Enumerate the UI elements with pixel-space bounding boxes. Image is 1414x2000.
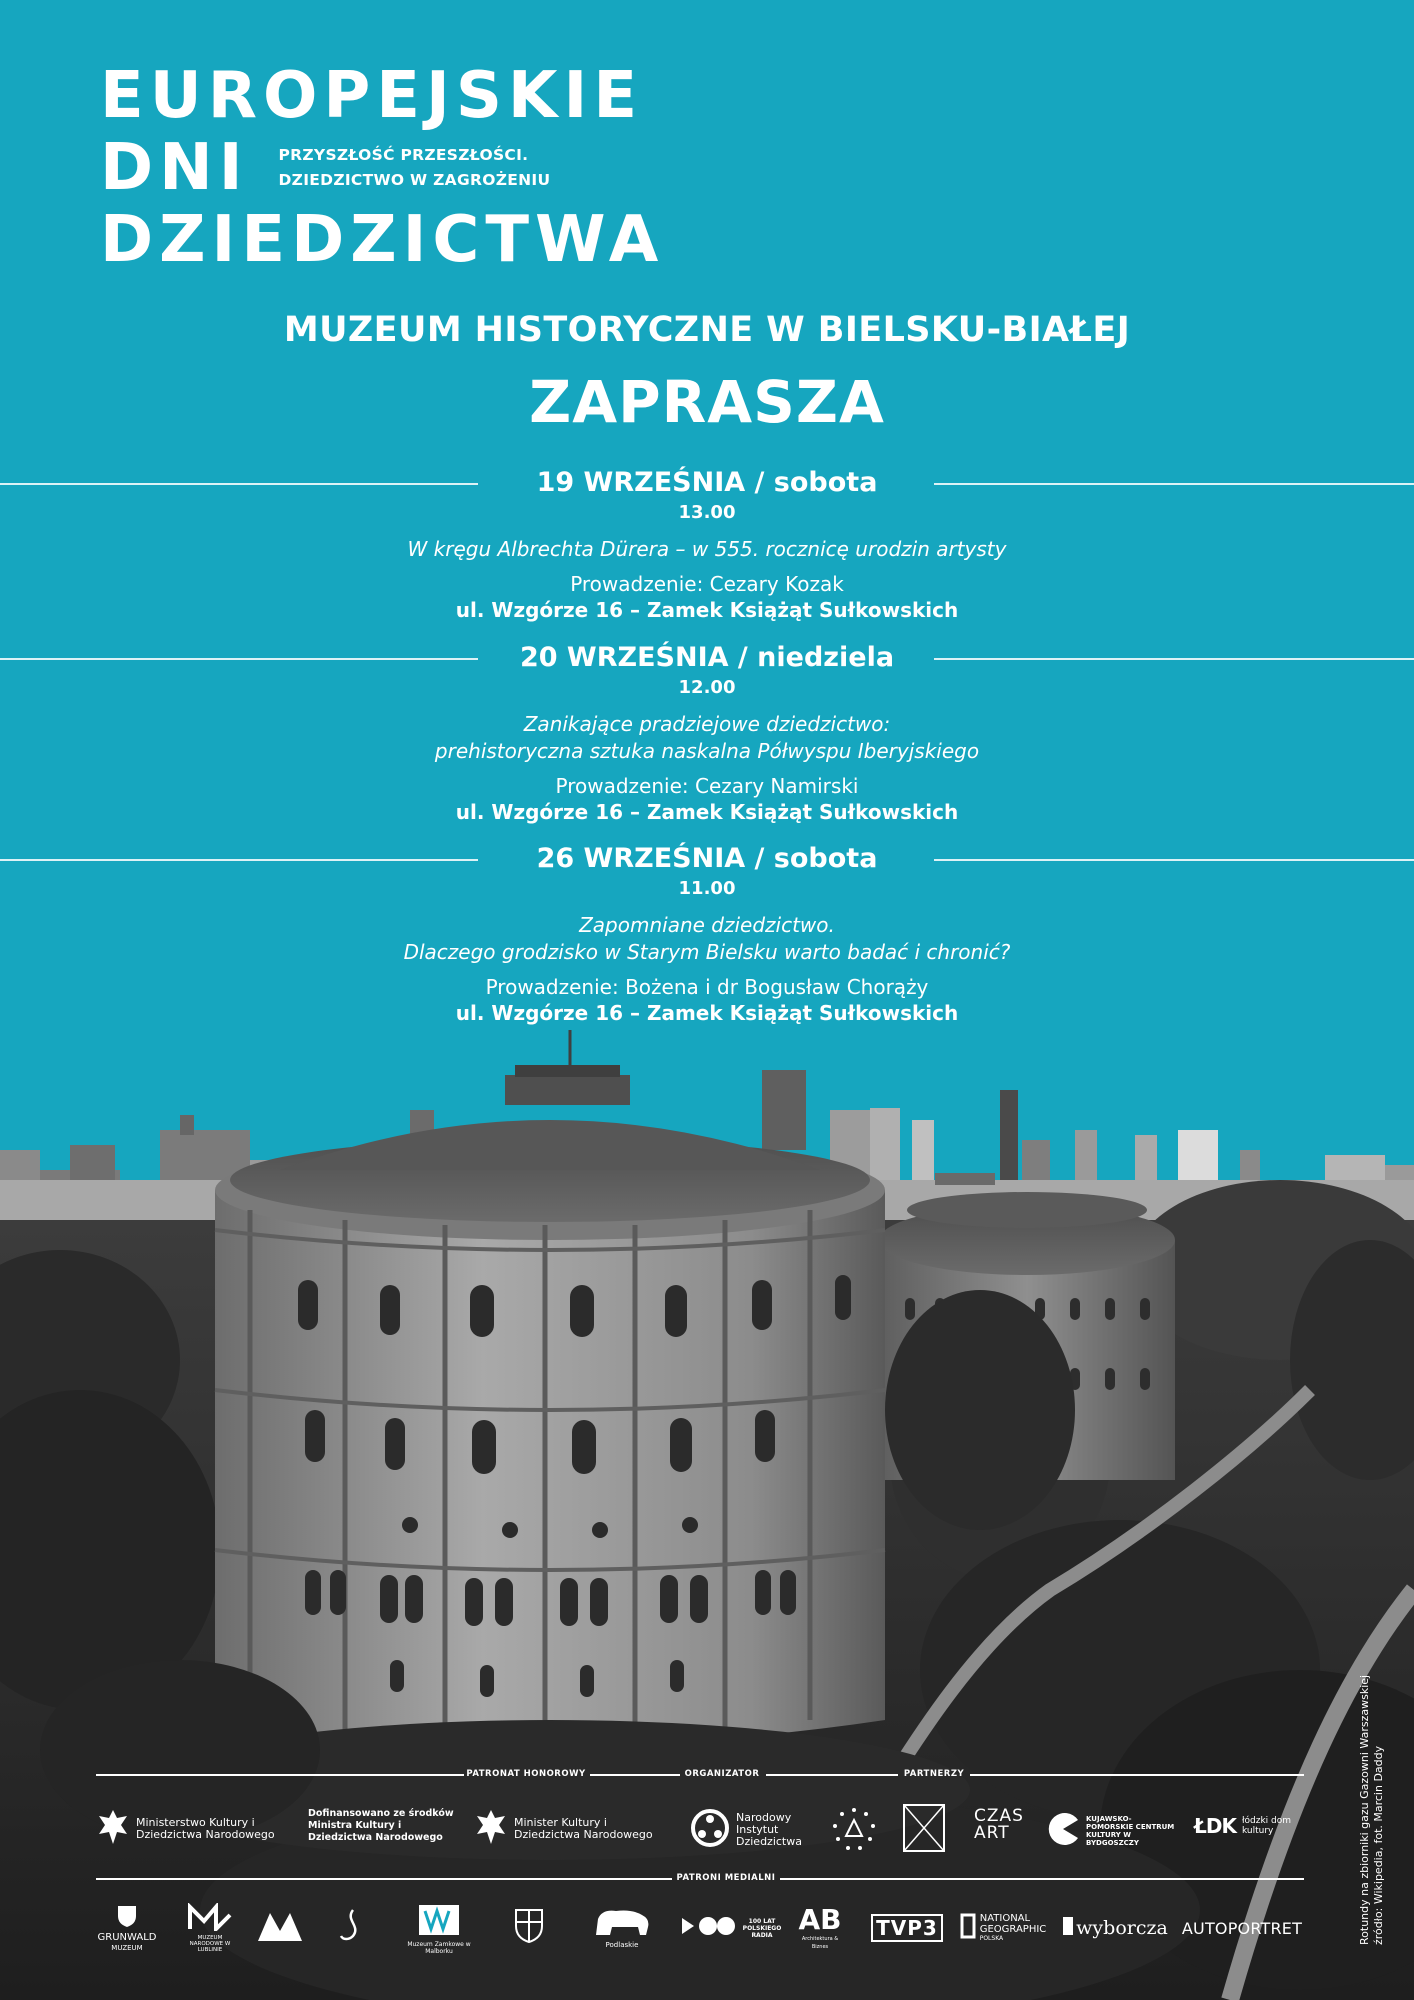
section-line <box>96 1878 672 1880</box>
media-text: 100 LAT POLSKIEGO RADIA <box>742 1917 782 1939</box>
event-1 <box>0 464 1414 623</box>
event-place: ul. Wzgórze 16 – Zamek Książąt Sułkowskich <box>455 598 959 622</box>
photo-credit-line1: Rotundy na zbiorniki gazu Gazowni Warszawskiej <box>1358 1674 1371 1945</box>
media-text: NATIONAL GEOGRAPHIC <box>979 1913 1047 1935</box>
logo-tagline <box>279 143 551 193</box>
divider-right <box>934 859 1414 861</box>
media-malbork <box>398 1900 480 1956</box>
event-date: 26 WRZEŚNIA / sobota <box>536 843 878 874</box>
label-patronat: PATRONAT HONOROWY <box>466 1769 586 1779</box>
natgeo-text <box>980 1913 1047 1943</box>
invite-heading: ZAPRASZA <box>529 368 885 436</box>
divider-left <box>0 859 478 861</box>
photo-credit <box>1358 1675 1386 1945</box>
label-patroni: PATRONI MEDIALNI <box>676 1873 776 1883</box>
gasholder-illustration <box>0 1030 1414 2000</box>
event-3 <box>0 840 1414 1026</box>
event-date-row <box>0 464 1414 502</box>
divider-left <box>0 658 478 660</box>
media-subtext: Architektura & Biznes <box>801 1936 839 1950</box>
partner-nid <box>690 1808 810 1852</box>
lublin-m-icon <box>188 1903 232 1935</box>
wyborcza-mark-icon <box>1062 1916 1074 1940</box>
partner-ministerstwo <box>96 1808 296 1850</box>
event-place: ul. Wzgórze 16 – Zamek Książąt Sułkowskich <box>455 800 959 824</box>
partner-text: Ministerstwo Kultury i Dziedzictwa Narodowego <box>136 1816 275 1841</box>
event-date-row <box>0 840 1414 878</box>
stars-circle-icon <box>830 1806 878 1856</box>
partner-text: Narodowy Instytut Dziedzictwa <box>736 1811 802 1848</box>
event-2 <box>0 639 1414 825</box>
divider-left <box>0 483 478 485</box>
logo-word-dni: DNI <box>100 131 249 205</box>
event-title-line2: Dlaczego grodzisko w Starym Bielsku warto badać i chronić? <box>403 940 1011 964</box>
media-subtext: MUZEUM <box>111 1944 143 1952</box>
event-title-line1: Zanikające pradziejowe dziedzictwo: <box>523 712 891 736</box>
event-date-row <box>0 639 1414 677</box>
event-title-line1: W kręgu Albrechta Dürera – w 555. rocznicę urodzin artysty <box>407 537 1007 561</box>
castle-icon <box>417 1901 461 1941</box>
divider-right <box>934 483 1414 485</box>
media-text: MUZEUM NARODOWE W LUBLINIE <box>189 1935 231 1953</box>
coat-of-arms-icon <box>514 1908 544 1948</box>
mountains-icon <box>256 1909 304 1947</box>
tagline-line2: DZIEDZICTWO W ZAGROŻENIU <box>278 171 551 189</box>
event-title-line1: Zapomniane dziedzictwo. <box>579 913 835 937</box>
photo-credit-line2: źródło: Wikipedia, fot. Marcin Daddy <box>1372 1745 1385 1945</box>
event-date: 20 WRZEŚNIA / niedziela <box>519 642 895 673</box>
partner-stars-logo <box>830 1806 878 1856</box>
event-host: Prowadzenie: Cezary Namirski <box>555 774 859 798</box>
section-line <box>970 1774 1304 1776</box>
natgeo-frame-icon <box>960 1913 976 1943</box>
section-line <box>96 1774 464 1776</box>
event-time: 13.00 <box>678 502 736 523</box>
divider-right <box>934 658 1414 660</box>
media-text: Podlaskie <box>605 1941 639 1949</box>
media-autoportret <box>1180 1900 1304 1956</box>
media-text: Muzeum Zamkowe w Malborku <box>407 1941 471 1955</box>
partner-text: KUJAWSKO-POMORSKIE CENTRUM KULTURY W BYDGOSZCZY <box>1086 1815 1175 1847</box>
media-text: wyborcza <box>1076 1917 1168 1939</box>
event-host: Prowadzenie: Cezary Kozak <box>570 572 844 596</box>
media-mw-logo <box>254 1900 306 1956</box>
bison-icon <box>592 1907 652 1941</box>
label-organizator: ORGANIZATOR <box>684 1769 760 1779</box>
media-lublin <box>184 1900 236 1956</box>
partner-ldk <box>1194 1814 1310 1838</box>
partner-text: CZAS ART <box>974 1806 1024 1843</box>
partner-text: Dofinansowano ze środków Ministra Kultury i Dziedzictwa Narodowego <box>308 1808 454 1843</box>
event-title <box>0 711 1414 765</box>
media-pedagog-logo <box>326 1900 380 1956</box>
nid-logo-icon <box>690 1808 730 1852</box>
partner-boz-logo <box>902 1803 946 1857</box>
event-title <box>0 912 1414 966</box>
section-line <box>766 1774 898 1776</box>
section-line <box>780 1878 1304 1880</box>
tvp-mark: TVP3 <box>871 1914 943 1942</box>
partner-text: Minister Kultury i Dziedzictwa Narodowego <box>514 1816 653 1841</box>
partner-dofinansowano <box>308 1808 458 1844</box>
media-wyborcza <box>1066 1900 1168 1956</box>
event-title-line2: prehistoryczna sztuka naskalna Półwyspu Iberyjskiego <box>434 739 980 763</box>
shield-icon <box>116 1904 138 1932</box>
boz-box-icon <box>902 1803 946 1857</box>
event-date: 19 WRZEŚNIA / sobota <box>536 467 878 498</box>
event-time: 11.00 <box>678 878 736 899</box>
media-subtext: POLSKA <box>979 1935 1004 1942</box>
partner-kujawsko <box>1046 1812 1176 1850</box>
media-coat-of-arms <box>502 1900 556 1956</box>
pacman-icon <box>1046 1812 1080 1850</box>
event-title <box>0 536 1414 563</box>
swirl-icon <box>335 1906 371 1950</box>
media-text: GRUNWALD <box>97 1932 157 1943</box>
media-grunwald <box>92 1900 162 1956</box>
ldk-mark: ŁDK <box>1194 1814 1236 1838</box>
partner-text: łódzki dom kultury <box>1241 1816 1292 1836</box>
media-tvp3 <box>872 1900 942 1956</box>
event-place: ul. Wzgórze 16 – Zamek Książąt Sułkowskich <box>455 1001 959 1025</box>
event-time: 12.00 <box>678 677 736 698</box>
media-polskie-radio <box>676 1900 786 1956</box>
logo-word-dziedzictwa: DZIEDZICTWA <box>100 203 665 277</box>
media-ab <box>794 1900 846 1956</box>
eagle-icon <box>474 1808 508 1850</box>
logo-word-europejskie: EUROPEJSKIE <box>100 59 644 133</box>
museum-name: MUZEUM HISTORYCZNE W BIELSKU-BIAŁEJ <box>283 310 1131 350</box>
gasholder-photo <box>0 1030 1414 2000</box>
logo-row-dni <box>100 131 551 205</box>
radio-100-icon <box>680 1914 738 1942</box>
media-text: AUTOPORTRET <box>1181 1918 1303 1938</box>
label-partnerzy: PARTNERZY <box>903 1769 965 1779</box>
eagle-icon <box>96 1808 130 1850</box>
event-host: Prowadzenie: Bożena i dr Bogusław Chorąży <box>485 975 929 999</box>
media-podlaskie <box>586 1900 658 1956</box>
section-line <box>590 1774 680 1776</box>
partner-minister <box>474 1808 674 1850</box>
tagline-line1: PRZYSZŁOŚĆ PRZESZŁOŚCI. <box>278 146 529 164</box>
media-natgeo <box>960 1900 1046 1956</box>
partner-czasart <box>974 1808 1034 1842</box>
ab-mark: AB <box>798 1903 842 1936</box>
